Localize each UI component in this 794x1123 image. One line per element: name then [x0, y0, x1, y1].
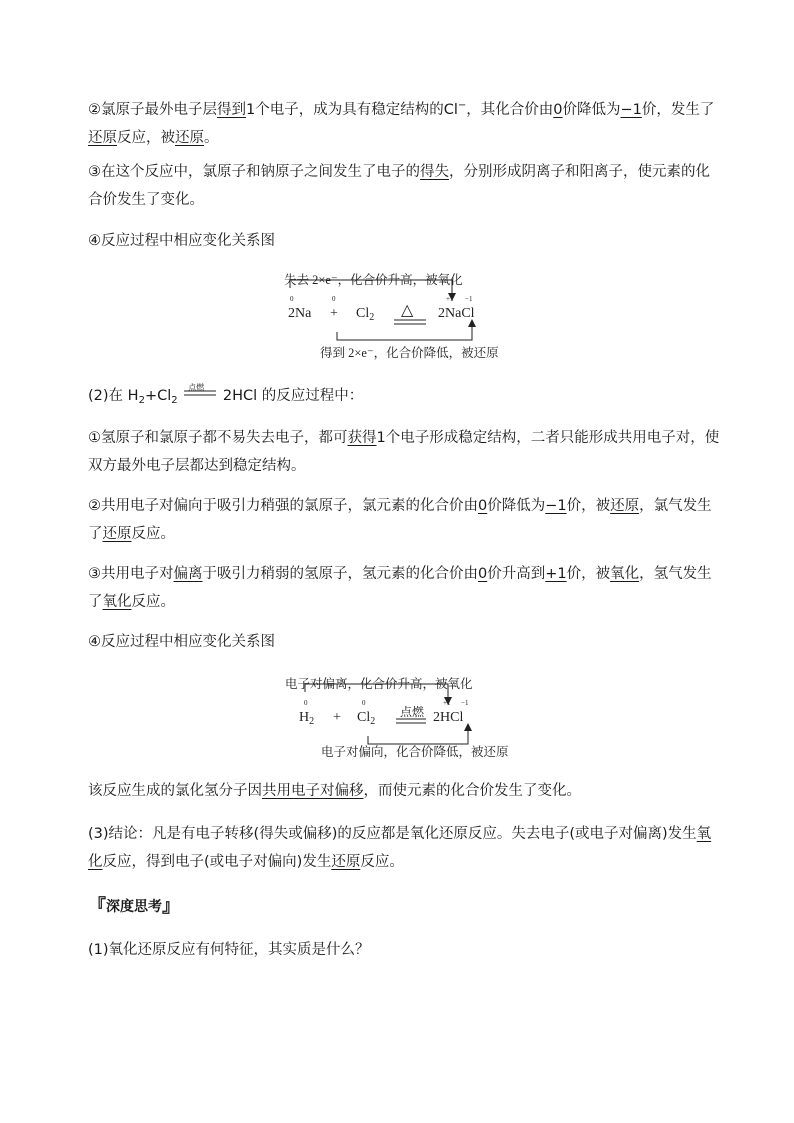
oxidation-state-cl-product: −1	[465, 295, 473, 303]
reaction-diagram-hcl	[283, 670, 513, 765]
paragraph-chlorine-shift: ②共用电子对偏向于吸引力稍强的氯原子，氯元素的化合价由0价降低为−1价，被还原，氯气发生了还原反应。	[88, 498, 712, 542]
heat-condition: △	[401, 302, 414, 319]
oxidation-state-cl-product-2: −1	[461, 699, 469, 707]
oxidation-state-h-product: +1	[443, 699, 451, 707]
paragraph-hcl-summary: 该反应生成的氯化氢分子因共用电子对偏移，而使元素的化合价发生了变化。	[88, 783, 581, 799]
oxidation-state-cl-2: 0	[362, 699, 366, 707]
product-nacl: 2NaCl	[438, 306, 475, 321]
paragraph-diagram-caption-1: ④反应过程中相应变化关系图	[88, 233, 275, 249]
paragraph-chlorine-reduction: ②氯原子最外电子层得到1个电子，成为具有稳定结构的Cl−，其化合价由0价降低为−1价，发生了还原反应，被还原。	[88, 100, 715, 146]
paragraph-conclusion: (3)结论：凡是有电子转移(得失或偏移)的反应都是氧化还原反应。失去电子(或电子对偏离)发生氧化反应，得到电子(或电子对偏向)发生还原反应。	[88, 826, 712, 870]
reactant-na: 2Na	[288, 306, 312, 321]
paragraph-h2-cl2-reaction: (2)在 $H_2+Cl_2$ 点燃 2HCl 的反应过程中：	[88, 383, 364, 406]
plus-sign-2: +	[333, 710, 341, 725]
section-heading-deep-thinking: 『深度思考』	[88, 896, 180, 917]
reactant-cl2: $Cl_2$	[356, 306, 375, 323]
question-1: (1)氧化还原反应有何特征，其实质是什么？	[88, 942, 370, 958]
paragraph-shared-electrons: ①氢原子和氯原子都不易失去电子，都可获得1个电子形成稳定结构，二者只能形成共用电子对，使双方最外电子层都达到稳定结构。	[88, 430, 720, 474]
oxidation-state-na-product: +1	[446, 295, 454, 303]
oxidation-state-h: 0	[304, 699, 308, 707]
reduction-label: 得到 2×e⁻，化合价降低，被还原	[320, 346, 499, 360]
ignition-condition: 点燃	[400, 705, 425, 719]
oxidation-label: 失去 2×e⁻，化合价升高，被氧化	[284, 273, 463, 287]
plus-sign: +	[330, 306, 338, 321]
paragraph-electron-transfer: ③在这个反应中，氯原子和钠原子之间发生了电子的得失，分别形成阴离子和阳离子，使元素的化合价发生了变化。	[88, 164, 710, 208]
electron-pair-away-label: 电子对偏离，化合价升高，被氧化	[285, 677, 473, 691]
oxidation-state-cl: 0	[332, 295, 336, 303]
reactant-h2: $H_2$	[299, 710, 315, 727]
paragraph-hydrogen-shift: ③共用电子对偏离于吸引力稍弱的氢原子，氢元素的化合价由0价升高到+1价，被氧化，氢气发生了氧化反应。	[88, 566, 712, 610]
oxidation-state-na: 0	[290, 295, 294, 303]
electron-pair-toward-label: 电子对偏向，化合价降低，被还原	[321, 745, 509, 759]
product-hcl: 2HCl	[433, 710, 464, 725]
ignition-arrow: 点燃	[188, 383, 205, 392]
paragraph-diagram-caption-2: ④反应过程中相应变化关系图	[88, 634, 275, 650]
reaction-diagram-nacl	[280, 266, 520, 366]
reactant-cl2-2: $Cl_2$	[357, 710, 376, 727]
